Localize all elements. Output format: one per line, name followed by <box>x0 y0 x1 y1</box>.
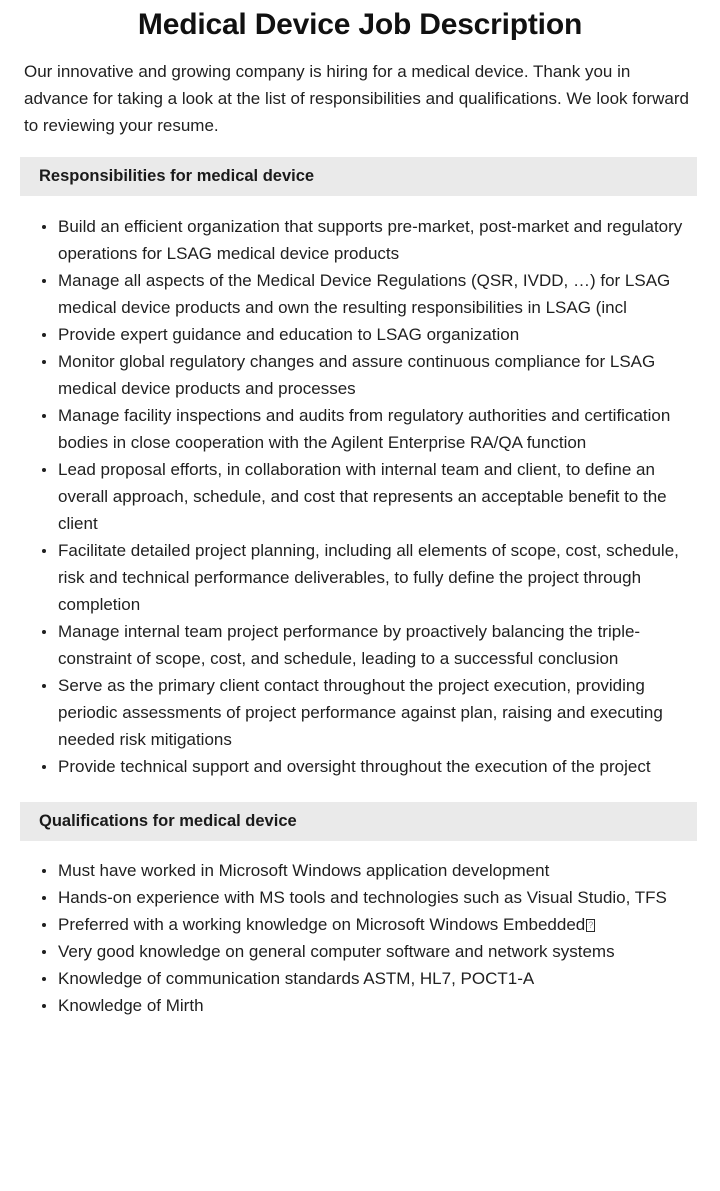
list-item <box>0 321 693 348</box>
intro-paragraph: Our innovative and growing company is hiring for a medical device. Thank you in advance for taking a look at the list of responsibilities and qualifications. We look forward to reviewing your resume. <box>24 62 689 135</box>
list-item <box>0 618 693 672</box>
list-item-text: Knowledge of communication standards ASTM, HL7, POCT1-A <box>58 969 535 988</box>
list-item <box>0 965 693 992</box>
list-item-text: Hands-on experience with MS tools and technologies such as Visual Studio, TFS <box>58 888 667 907</box>
list-item-text: Lead proposal efforts, in collaboration with internal team and client, to define an overall approach, schedule, and cost that represents an acceptable benefit to the client <box>58 460 667 533</box>
list-item-text: Must have worked in Microsoft Windows application development <box>58 861 550 880</box>
list-item-text: Manage internal team project performance by proactively balancing the triple-constraint of scope, cost, and schedule, leading to a successful conclusion <box>58 622 641 668</box>
section-heading-label: Qualifications for medical device <box>39 812 297 830</box>
list-item-text: Monitor global regulatory changes and assure continuous compliance for LSAG medical device products and processes <box>58 352 656 398</box>
list-item <box>0 911 693 938</box>
list-item <box>0 992 693 1019</box>
list-item <box>0 402 693 456</box>
list-item-text: Build an efficient organization that supports pre-market, post-market and regulatory operations for LSAG medical device products <box>58 217 683 263</box>
section-header-responsibilities <box>20 157 697 196</box>
list-item <box>0 884 693 911</box>
list-item-text: Knowledge of Mirth <box>58 996 204 1015</box>
list-item <box>0 537 693 618</box>
list-item-text: Manage facility inspections and audits from regulatory authorities and certification bodies in close cooperation with the Agilent Enterprise RA/QA function <box>58 406 671 452</box>
list-item <box>0 456 693 537</box>
list-item <box>0 267 693 321</box>
list-item <box>0 857 693 884</box>
section-heading-label: Responsibilities for medical device <box>39 167 315 185</box>
list-item-text: Very good knowledge on general computer software and network systems <box>58 942 615 961</box>
missing-glyph-icon <box>586 919 595 932</box>
list-item <box>0 348 693 402</box>
list-item <box>0 213 693 267</box>
list-item-text: Manage all aspects of the Medical Device Regulations (QSR, IVDD, …) for LSAG medical device products and own the resulting responsibilities in LSAG (incl <box>58 271 671 317</box>
list-item <box>0 672 693 753</box>
qualifications-list <box>0 857 720 1019</box>
list-item <box>0 938 693 965</box>
section-header-qualifications <box>20 802 697 841</box>
list-item-text: Facilitate detailed project planning, including all elements of scope, cost, schedule, risk and technical performance deliverables, to fully define the project through completion <box>58 541 679 614</box>
responsibilities-list <box>0 213 720 780</box>
list-item <box>0 753 693 780</box>
list-item-text: Preferred with a working knowledge on Microsoft Windows Embedded <box>58 915 586 934</box>
list-item-text: Provide expert guidance and education to LSAG organization <box>58 325 520 344</box>
list-item-text: Serve as the primary client contact throughout the project execution, providing periodic assessments of project performance against plan, raising and executing needed risk mitigations <box>58 676 663 749</box>
list-item-text: Provide technical support and oversight throughout the execution of the project <box>58 757 651 776</box>
page-title: Medical Device Job Description <box>137 8 583 41</box>
